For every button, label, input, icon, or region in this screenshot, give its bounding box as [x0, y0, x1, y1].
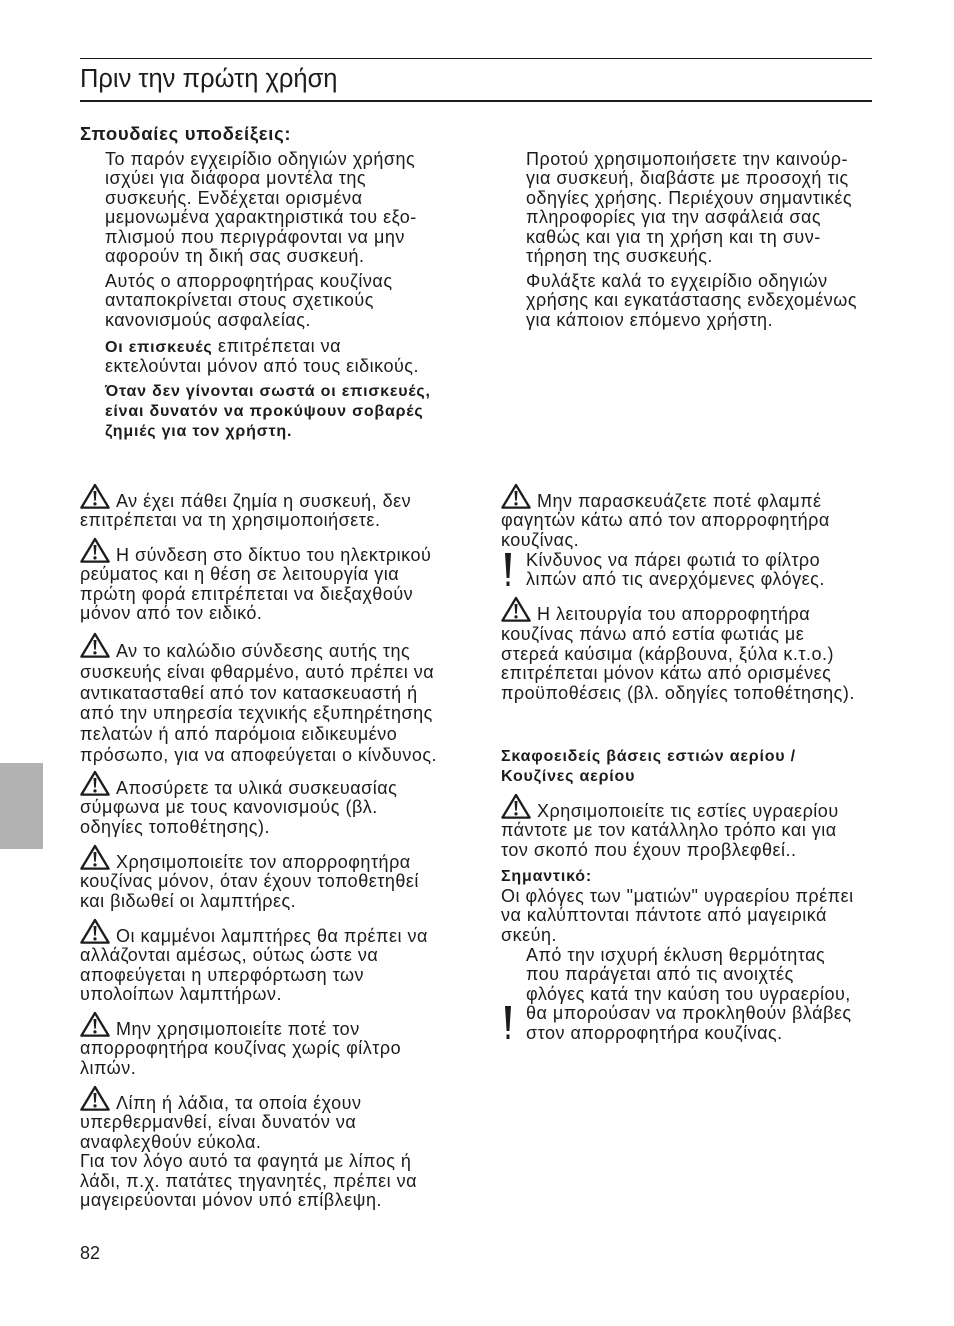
text-span: επιτρέπεται να	[212, 336, 341, 356]
text-line: λάδι, π.χ. πατάτες τηγανητές, πρέπει να	[80, 1170, 418, 1191]
text-line: για συσκευή, διαβάστε με προσοχή τις	[526, 168, 849, 189]
text-line: λιπών από τις ανερχόμενες φλόγες.	[526, 569, 825, 590]
safety-warning	[80, 546, 431, 624]
warning-text	[80, 1020, 401, 1078]
text-line: Κίνδυνος να πάρει φωτιά το φίλτρο	[526, 550, 821, 570]
text-line: καθώς και για τη χρήση και τη συν-	[526, 226, 821, 247]
warning-text	[501, 605, 855, 704]
text-line: υπολοίπων λαμπτήρων.	[80, 984, 282, 1005]
warning-triangle-icon	[80, 1085, 110, 1111]
text-line: επιτρέπεται να τη χρησιμοποιήσετε.	[80, 510, 381, 531]
warning-text	[501, 802, 839, 860]
text-line: συσκευής. Ενδέχεται ορισμένα	[105, 187, 363, 208]
warning-text	[501, 492, 830, 550]
text-line: αντικατασταθεί από τον κατασκευαστή ή	[80, 682, 418, 703]
note-paragraph	[105, 272, 393, 330]
warning-triangle-icon	[80, 770, 110, 796]
warning-text	[80, 1094, 417, 1210]
text-line: μεμονωμένα χαρακτηριστικά του εξο-	[105, 207, 417, 228]
text-line: Το παρόν εγχειρίδιο οδηγιών χρήσης	[105, 149, 416, 169]
text-line: κανονισμούς ασφαλείας.	[105, 309, 311, 330]
text-line: ανταποκρίνεται στους σχετικούς	[105, 290, 374, 311]
text-line: αναφλεχθούν εύκολα.	[80, 1131, 262, 1152]
text-line: μαγειρεύονται μόνον υπό επίβλεψη.	[80, 1190, 383, 1211]
text-line: Για τον λόγο αυτό τα φαγητά με λίπος ή	[80, 1151, 412, 1172]
text-line: κουζίνας.	[501, 529, 580, 550]
text-line: λιπών.	[80, 1057, 137, 1078]
text-line: Χρησιμοποιείτε τον απορροφητήρα	[116, 852, 411, 872]
text-line: και βιδωθεί οι λαμπτήρες.	[80, 890, 297, 911]
top-rule	[80, 58, 872, 59]
text-line: κουζίνας μόνον, όταν έχουν τοποθετηθεί	[80, 871, 419, 892]
text-line: σύμφωνα με τους κανονισμούς (βλ.	[80, 797, 378, 818]
caution-text	[526, 946, 852, 1043]
note-paragraph	[526, 272, 857, 330]
text-line: πάντοτε με τον κατάλληλο τρόπο και για	[501, 820, 837, 841]
warning-triangle-icon	[80, 483, 110, 509]
text-line: προϋποθέσεις (βλ. οδηγίες τοποθέτησης).	[501, 683, 855, 703]
text-line: πρώτη φορά επιτρέπεται να διεξαχθούν	[80, 583, 414, 604]
warning-text	[80, 853, 419, 911]
caution-note	[501, 551, 825, 590]
text-line: Αποσύρετε τα υλικά συσκευασίας	[116, 778, 398, 798]
safety-warning	[80, 927, 428, 1005]
warning-triangle-icon	[501, 483, 531, 509]
note-paragraph	[526, 150, 852, 266]
text-line: Αν έχει πάθει ζημία η συσκευή, δεν	[116, 491, 412, 511]
safety-warning	[80, 853, 419, 911]
text-line: σκεύη.	[501, 924, 557, 945]
text-line: απορροφητήρα κουζίνας χωρίς φίλτρο	[80, 1038, 402, 1059]
text-line: πλισμού που περιγράφονται να μην	[105, 226, 405, 247]
text-line: Αν το καλώδιο σύνδεσης αυτής της	[116, 641, 411, 661]
text-line: Η σύνδεση στο δίκτυο του ηλεκτρικού	[116, 545, 432, 565]
text-line: μόνον από τον ειδικό.	[80, 603, 263, 624]
exclamation-icon	[504, 553, 512, 586]
exclamation-icon	[504, 1006, 512, 1039]
text-line: αφορούν τη δική σας συσκευή.	[105, 246, 365, 267]
text-line: ζημιές για τον χρήστη.	[105, 423, 293, 440]
text-line: αλλάζονται αμέσως, ούτως ώστε να	[80, 945, 379, 966]
safety-warning	[80, 779, 397, 837]
warning-text	[80, 492, 411, 531]
warning-text	[80, 927, 428, 1005]
warning-text	[80, 641, 437, 766]
text-line: είναι δυνατόν να προκύψουν σοβαρές	[105, 403, 424, 420]
text-line: πληροφορίες για την ασφάλειά σας	[526, 207, 822, 228]
text-line: Οι φλόγες των "ματιών" υγραερίου πρέπει	[501, 886, 854, 906]
text-line: Λίπη ή λάδια, τα οποία έχουν	[116, 1093, 362, 1113]
warning-text	[80, 779, 397, 837]
safety-warning	[80, 492, 411, 531]
text-line: Όταν δεν γίνονται σωστά οι επισκευές,	[105, 383, 431, 400]
text-line: πρόσωπο, για να αποφεύγεται ο κίνδυνος.	[80, 744, 438, 765]
text-line: υπερθερμανθεί, είναι δυνατόν να	[80, 1112, 357, 1133]
text-line: οδηγίες τοποθέτησης).	[80, 816, 270, 837]
bold-text: Οι επισκευές	[105, 339, 213, 356]
note-paragraph-bold	[105, 382, 431, 442]
text-line: τον σκοπό που έχουν προβλεφθεί..	[501, 839, 797, 860]
safety-warning	[80, 1094, 417, 1210]
page-number: 82	[80, 1243, 101, 1263]
text-line: που παράγεται από τις ανοιχτές	[526, 964, 794, 985]
important-label: Σημαντικό:	[501, 868, 592, 885]
text-line: Σκαφοειδείς βάσεις εστιών αερίου /	[501, 748, 796, 765]
warning-triangle-icon	[80, 537, 110, 563]
text-line: φαγητών κάτω από τον απορροφητήρα	[501, 510, 830, 531]
text-line: επιτρέπεται μόνον κάτω από ορισμένες	[501, 663, 832, 684]
safety-warning	[501, 802, 839, 860]
text-line: Προτού χρησιμοποιήσετε την καινούρ-	[526, 149, 848, 169]
text-line: Μην χρησιμοποιείτε ποτέ τον	[116, 1019, 360, 1039]
text-line: αποφεύγεται η υπερφόρτωση των	[80, 964, 365, 985]
text-line: Οι καμμένοι λαμπτήρες θα πρέπει να	[116, 926, 428, 946]
text-line: στερεά καύσιμα (κάρβουνα, ξύλα κ.τ.ο.)	[501, 643, 835, 664]
text-line: Αυτός ο απορροφητήρας κουζίνας	[105, 271, 393, 291]
warning-triangle-icon	[80, 1011, 110, 1037]
text-line: από την υπηρεσία τεχνικής εξυπηρέτησης	[80, 703, 433, 724]
safety-warning	[80, 641, 437, 766]
text-line: θα μπορούσαν να προκληθούν βλάβες	[526, 1003, 852, 1024]
text-line: στον απορροφητήρα κουζίνας.	[526, 1022, 783, 1043]
text-line: φλόγες κατά την καύση του υγραερίου,	[526, 983, 851, 1004]
safety-warning	[501, 492, 830, 550]
text-line: ισχύει για διάφορα μοντέλα της	[105, 168, 367, 189]
text-line: κουζίνας πάνω από εστία φωτιάς με	[501, 623, 805, 644]
text-line: Μην παρασκευάζετε ποτέ φλαμπέ	[537, 491, 822, 511]
caution-text	[526, 551, 825, 590]
text-line: ρεύματος και η θέση σε λειτουργία για	[80, 564, 400, 585]
warning-triangle-icon	[501, 596, 531, 622]
safety-warning	[80, 1020, 401, 1078]
text-line: Φυλάξτε καλά το εγχειρίδιο οδηγιών	[526, 271, 828, 291]
text-line	[105, 337, 419, 357]
page-title: Πριν την πρώτη χρήση	[80, 65, 338, 93]
text-line: πελατών ή από παρόμοια ειδικευμένο	[80, 724, 398, 745]
warning-triangle-icon	[80, 844, 110, 870]
text-line: Από την ισχυρή έκλυση θερμότητας	[526, 945, 826, 965]
caution-note	[501, 946, 852, 1043]
text-line: Η λειτουργία του απορροφητήρα	[537, 604, 811, 624]
warning-triangle-icon	[80, 918, 110, 944]
text-line: Κουζίνες αερίου	[501, 768, 636, 785]
warning-triangle-icon	[501, 793, 531, 819]
text-line: χρήσης και εγκατάστασης ενδεχομένως	[526, 290, 857, 311]
title-underline-rule	[80, 100, 872, 102]
gas-section-heading	[501, 747, 796, 787]
safety-warning	[501, 605, 855, 704]
note-paragraph	[105, 337, 419, 377]
text-line: για κάποιον επόμενο χρήστη.	[526, 309, 774, 330]
text-line: τήρηση της συσκευής.	[526, 246, 713, 267]
section-heading: Σπουδαίες υποδείξεις:	[80, 123, 292, 144]
warning-triangle-icon	[80, 632, 110, 658]
text-line: εκτελούνται μόνον από τους ειδικούς.	[105, 356, 419, 377]
text-line: Χρησιμοποιείτε τις εστίες υγραερίου	[537, 801, 839, 821]
text-line: να καλύπτονται πάντοτε από μαγειρικά	[501, 905, 827, 926]
warning-text	[80, 546, 431, 624]
text-line: συσκευής είναι φθαρμένο, αυτό πρέπει να	[80, 661, 435, 682]
gas-flames-note	[501, 887, 854, 945]
text-line: οδηγίες χρήσης. Περιέχουν σημαντικές	[526, 187, 853, 208]
chapter-side-tab	[0, 763, 43, 849]
note-paragraph	[105, 150, 417, 266]
